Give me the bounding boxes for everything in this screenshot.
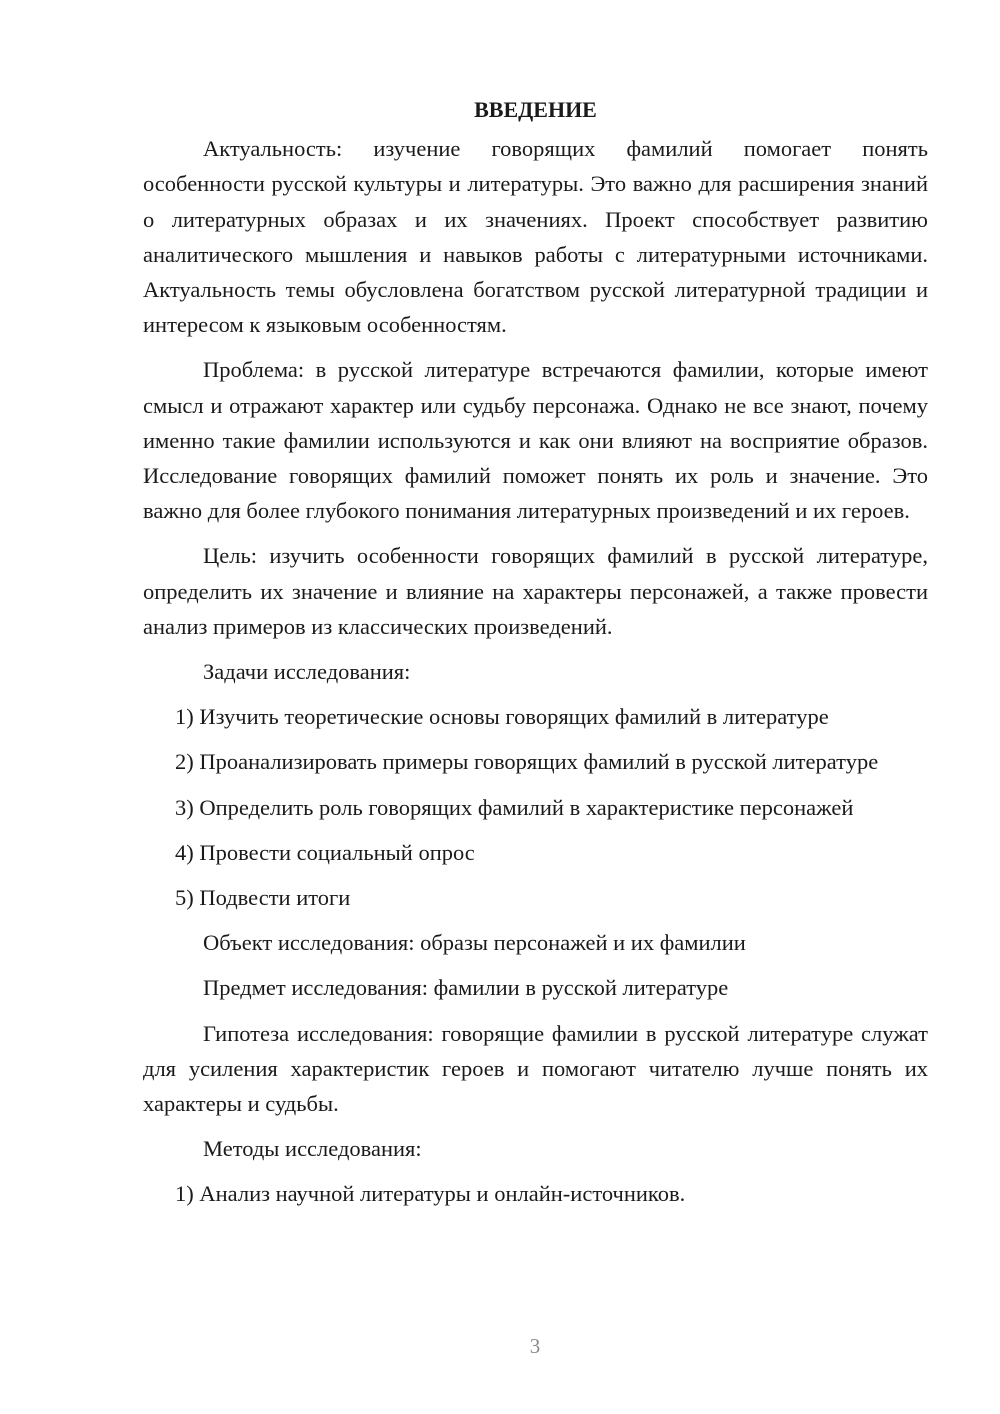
task-item-5: 5) Подвести итоги [175, 885, 351, 911]
subject-paragraph: Предмет исследования: фамилии в русской литературе [203, 975, 729, 1001]
relevance-paragraph: Актуальность: изучение говорящих фамилий помогает понять особенности русской культуры и литературы. Это важно для расширения знаний о литературных образах и их значениях. Проект способствует развитию аналитического мышления и навыков работы с литературными источниками. Актуальность темы обусловлена богатством русской литературной традиции и интересом к языковым особенностям. [143, 136, 928, 338]
document-page [143, 92, 928, 1212]
task-item-4: 4) Провести социальный опрос [175, 839, 475, 865]
task-item-1: 1) Изучить теоретические основы говорящих фамилий в литературе [175, 704, 829, 730]
methods-title: Методы исследования: [203, 1136, 422, 1162]
method-item-1: 1) Анализ научной литературы и онлайн-источников. [175, 1181, 686, 1207]
tasks-title: Задачи исследования: [203, 659, 411, 685]
object-paragraph: Объект исследования: образы персонажей и их фамилии [203, 930, 746, 956]
problem-paragraph: Проблема: в русской литературе встречаются фамилии, которые имеют смысл и отражают характер или судьбу персонажа. Однако не все знают, почему именно такие фамилии используются и как они влияют на восприятие образов. Исследование говорящих фамилий поможет понять их роль и значение. Это важно для более глубокого понимания литературных произведений и их героев. [143, 357, 928, 524]
page-number: 3 [529, 1334, 541, 1358]
page-title: ВВЕДЕНИЕ [474, 97, 597, 122]
goal-paragraph: Цель: изучить особенности говорящих фамилий в русской литературе, определить их значение и влияние на характеры персонажей, а также провести анализ примеров из классических произведений. [143, 543, 928, 639]
task-item-3: 3) Определить роль говорящих фамилий в характеристике персонажей [175, 794, 854, 820]
hypothesis-paragraph: Гипотеза исследования: говорящие фамилии в русской литературе служат для усиления характеристик героев и помогают читателю лучше понять их характеры и судьбы. [143, 1020, 928, 1117]
task-item-2: 2) Проанализировать примеры говорящих фамилий в русской литературе [175, 749, 879, 775]
